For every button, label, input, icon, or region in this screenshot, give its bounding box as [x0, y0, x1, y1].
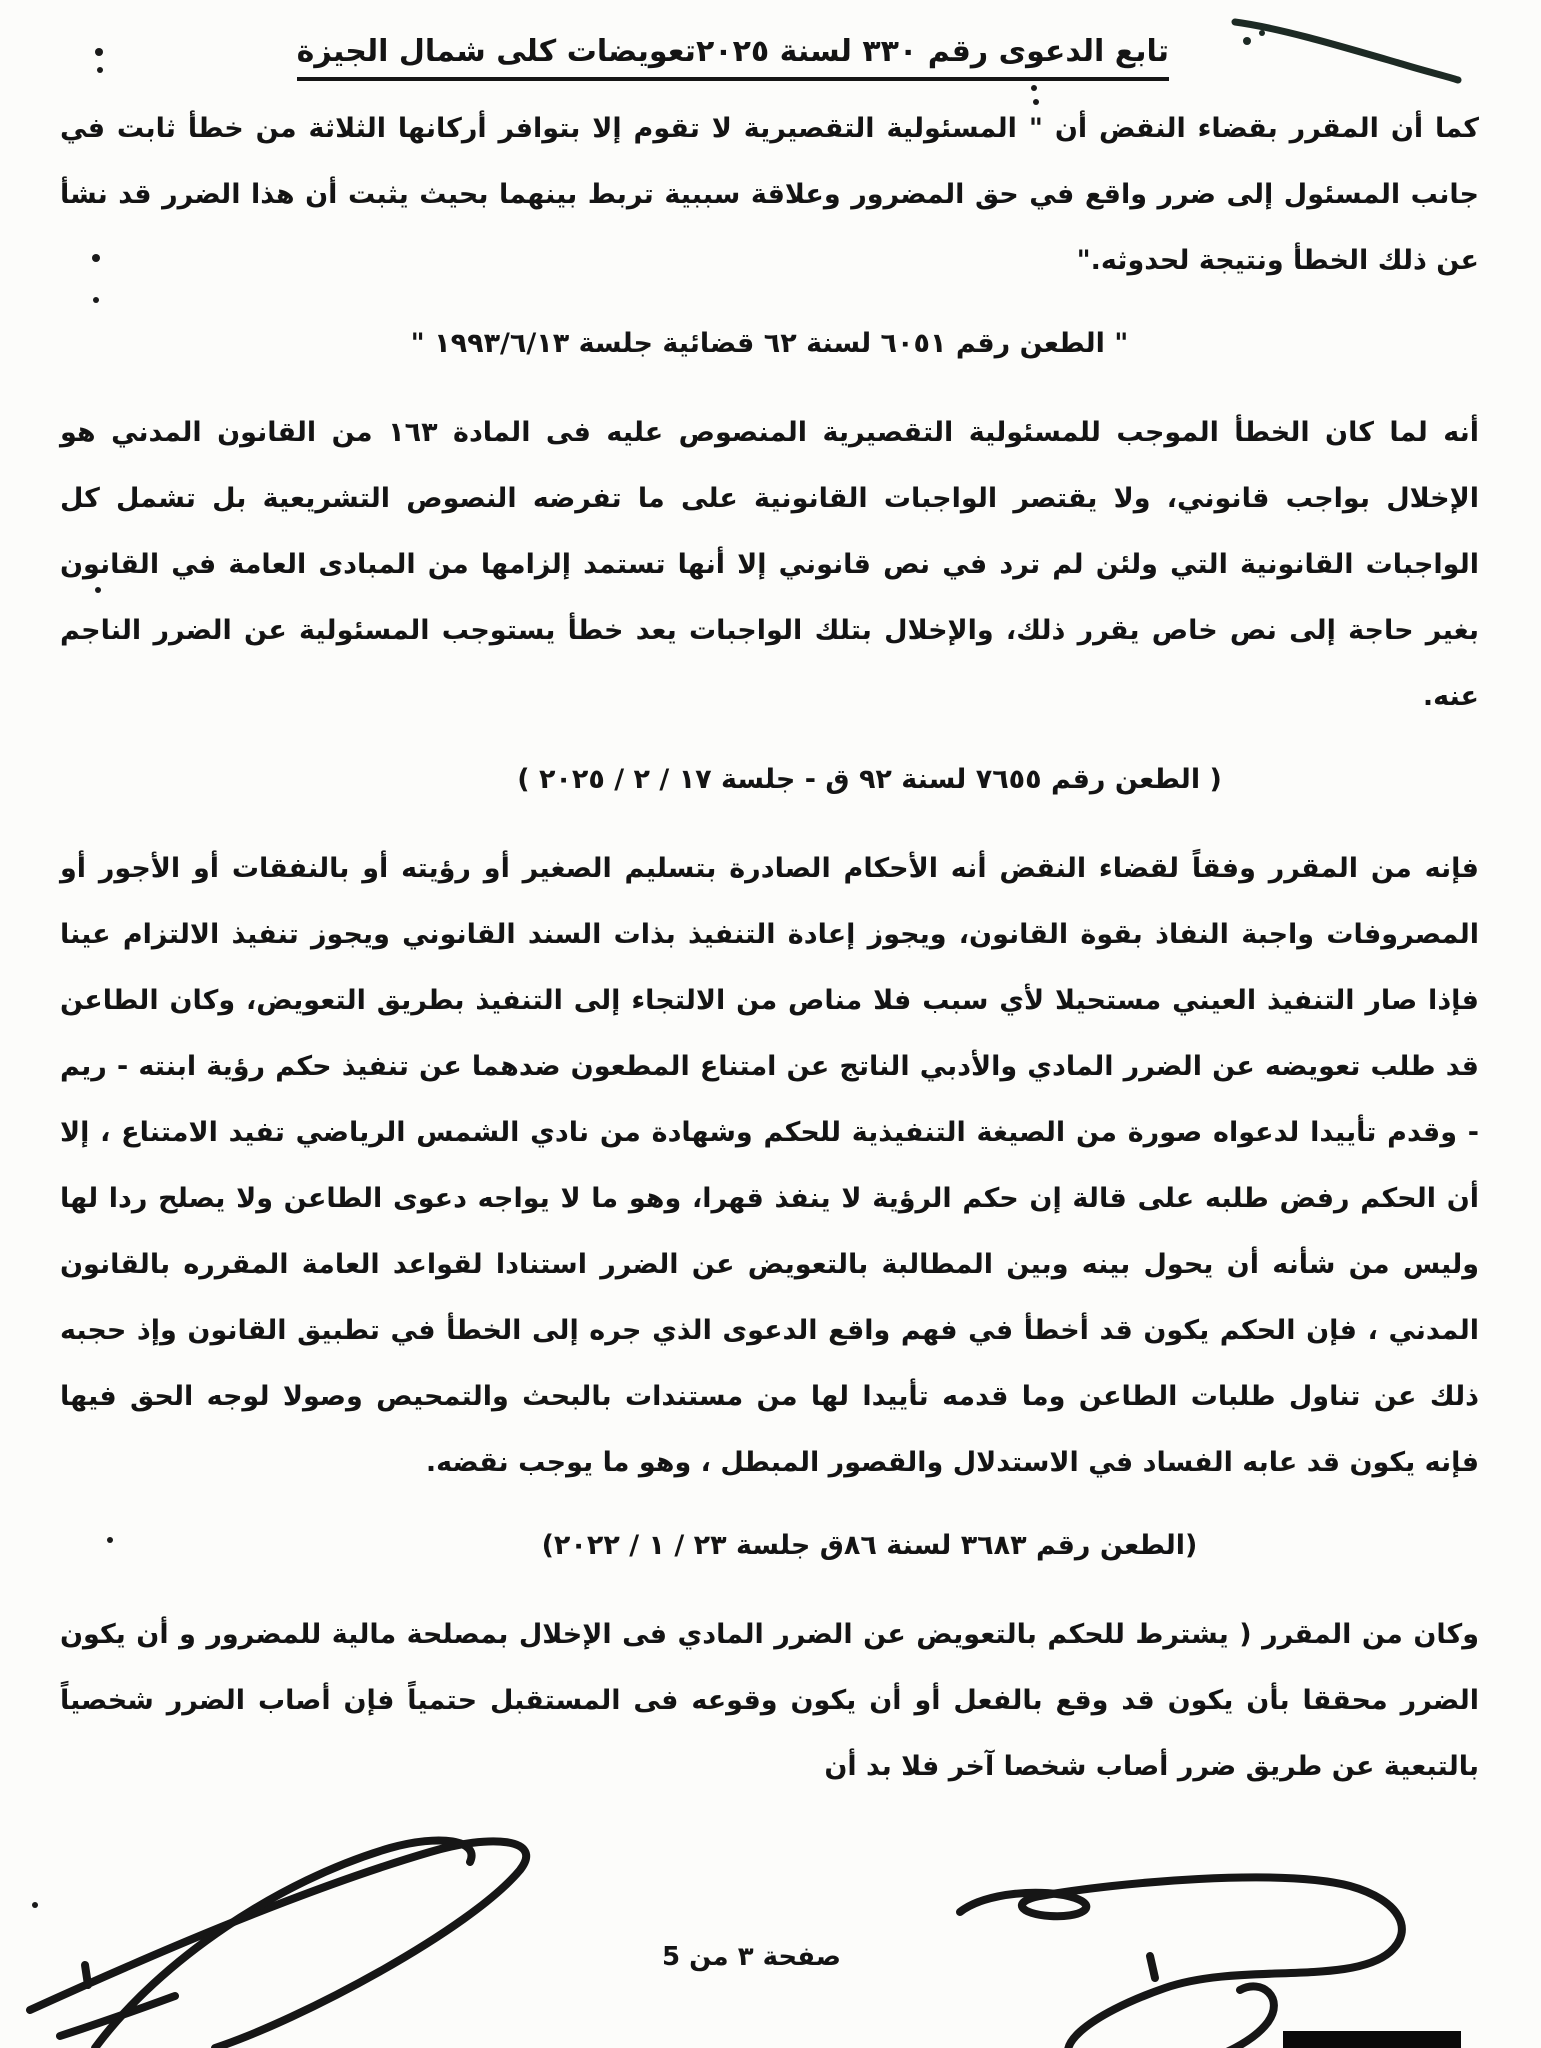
- page-number-footer: صفحة ٣ من 5: [662, 1942, 841, 1972]
- bottom-right-signature: [960, 1877, 1402, 2048]
- paragraph-material-damage-conditions: وكان من المقرر ( يشترط للحكم بالتعويض عن الضرر المادي فى الإخلال بمصلحة مالية للمضرور و أن يكون الضرر محققا بأن يكون قد وقع بالفعل أو أن يكون وقوعه فى المستقبل حتمياً فإن أصاب الضرر شخصياً بالتبعية عن طريق ضرر أصاب شخصا آخر فلا بد أن: [60, 1619, 1479, 1782]
- paragraph-tort-liability-elements: كما أن المقرر بقضاء النقض أن " المسئولية التقصيرية لا تقوم إلا بتوافر أركانها الثلاثة من خطأ ثابت في جانب المسئول إلى ضرر واقع في حق المضرور وعلاقة سببية تربط بينهما بحيث يثبت أن هذا الضرر قد نشأ عن ذلك الخطأ ونتيجة لحدوثه.": [60, 113, 1479, 276]
- scanner-artifact-bar: [1283, 2031, 1461, 2048]
- citation-appeal-6051-1993: " الطعن رقم ٦٠٥١ لسنة ٦٢ قضائية جلسة ١٩٩٣/٦/١٣ ": [410, 328, 1129, 359]
- bottom-left-signature: [30, 1840, 526, 2048]
- citation-appeal-7655-2025: ( الطعن رقم ٧٦٥٥ لسنة ٩٢ ق - جلسة ١٧ / ٢ / ٢٠٢٥ ): [517, 764, 1222, 795]
- document-body: [60, 96, 1479, 1806]
- case-reference-header: تابع الدعوى رقم ٣٣٠ لسنة ٢٠٢٥تعويضات كلى شمال الجيزة: [297, 34, 1169, 81]
- citation-appeal-3683-2022: (الطعن رقم ٣٦٨٣ لسنة ٨٦ق جلسة ٢٣ / ١ / ٢٠٢٢): [541, 1530, 1198, 1561]
- paragraph-article-163-civil-code: أنه لما كان الخطأ الموجب للمسئولية التقصيرية المنصوص عليه فى المادة ١٦٣ من القانون المدني هو الإخلال بواجب قانوني، ولا يقتصر الواجبات القانونية على ما تفرضه النصوص التشريعية بل تشمل كل الواجبات القانونية التي ولئن لم ترد في نص قانوني إلا أنها تستمد إلزامها من المبادى العامة في القانون بغير حاجة إلى نص خاص يقرر ذلك، والإخلال بتلك الواجبات يعد خطأ يستوجب المسئولية عن الضرر الناجم عنه.: [60, 417, 1479, 712]
- paragraph-child-visitation-enforcement: فإنه من المقرر وفقاً لقضاء النقض أنه الأحكام الصادرة بتسليم الصغير أو رؤيته أو بالنفقات أو الأجور أو المصروفات واجبة النفاذ بقوة القانون، ويجوز إعادة التنفيذ بذات السند القانوني ويجوز تنفيذ الالتزام عينا فإذا صار التنفيذ العيني مستحيلا لأي سبب فلا مناص من الالتجاء إلى التنفيذ بطريق التعويض، وكان الطاعن قد طلب تعويضه عن الضرر المادي والأدبي الناتج عن امتناع المطعون ضدهما عن تنفيذ حكم رؤية ابنته - ريم - وقدم تأييدا لدعواه صورة من الصيغة التنفيذية للحكم وشهادة من نادي الشمس الرياضي تفيد الامتناع ، إلا أن الحكم رفض طلبه على قالة إن حكم الرؤية لا ينفذ قهرا، وهو ما لا يواجه دعوى الطاعن ولا يصلح ردا لها وليس من شأنه أن يحول بينه وبين المطالبة بالتعويض عن الضرر استنادا لقواعد العامة المقرره بالقانون المدني ، فإن الحكم يكون قد أخطأ في فهم واقع الدعوى الذي جره إلى الخطأ في تطبيق القانون وإذ حجبه ذلك عن تناول طلبات الطاعن وما قدمه تأييدا لها من مستندات بالبحث والتمحيص وصولا لوجه الحق فيها فإنه يكون قد عابه الفساد في الاستدلال والقصور المبطل ، وهو ما يوجب نقضه.: [60, 853, 1479, 1478]
- top-right-pen-stroke: [1235, 22, 1458, 80]
